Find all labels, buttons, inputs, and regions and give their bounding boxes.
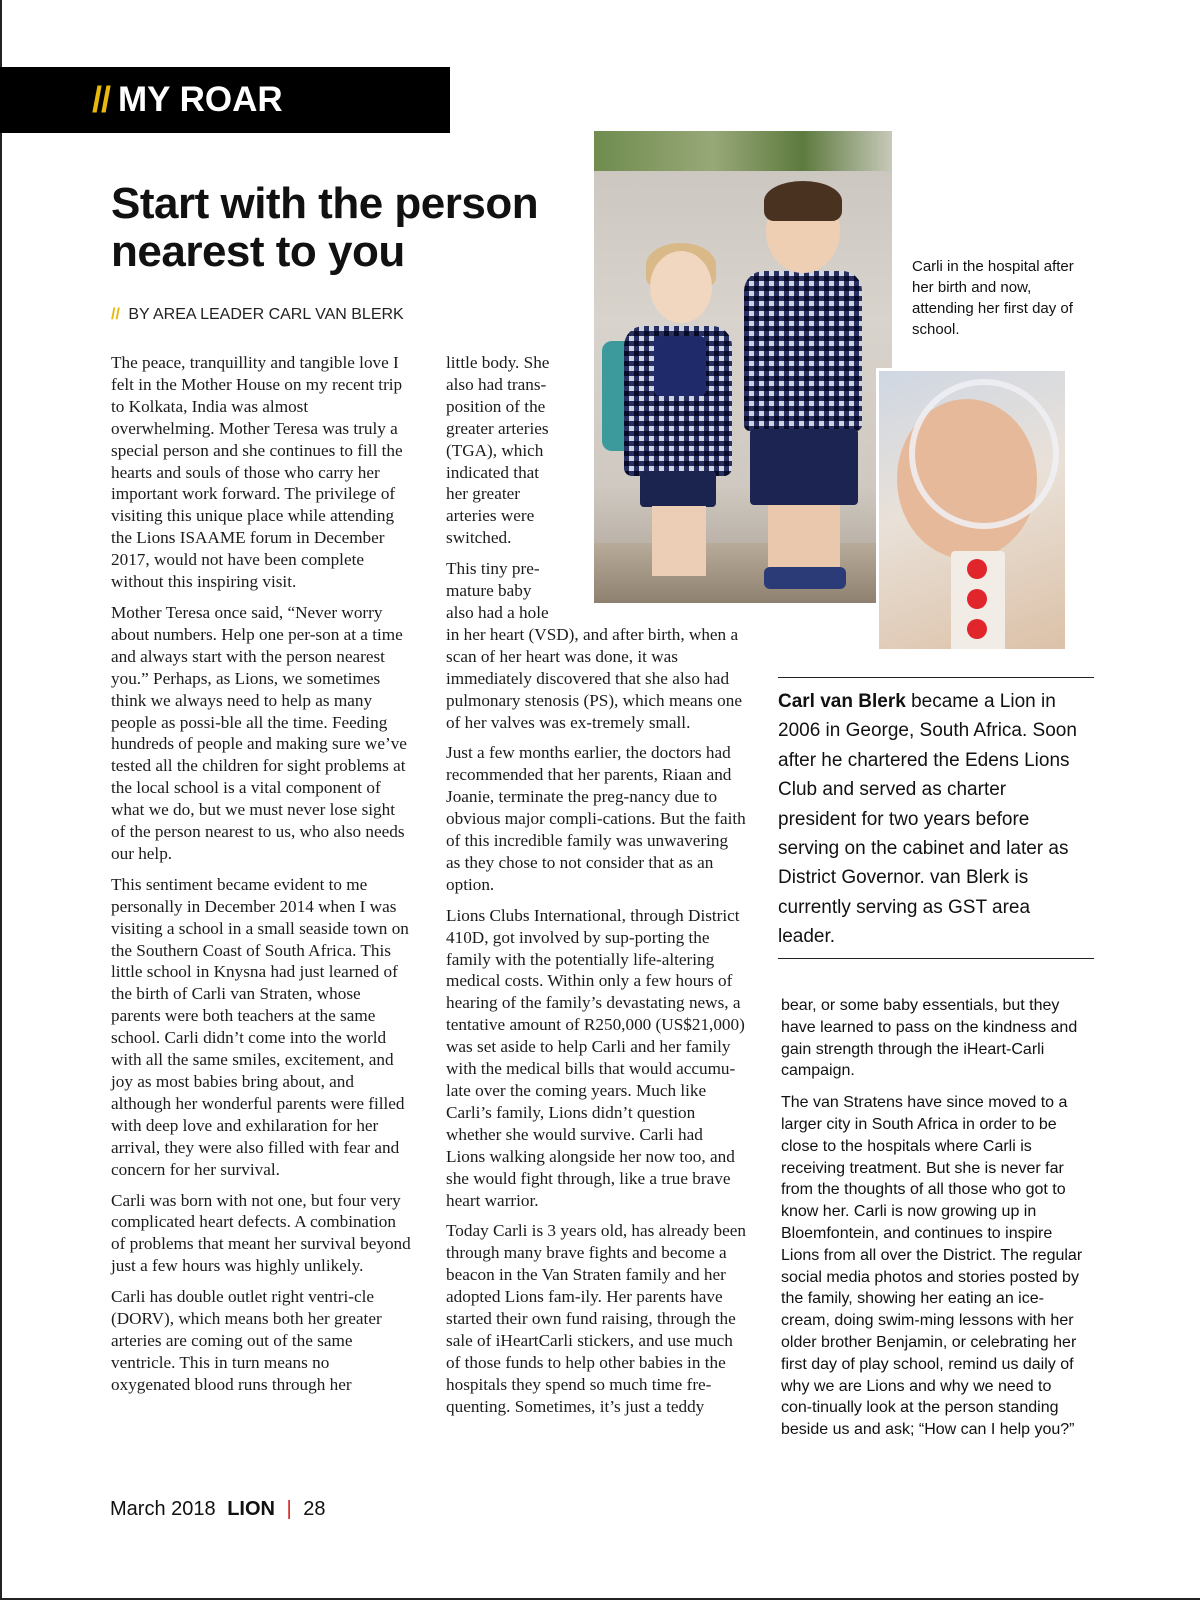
boy-hair	[764, 181, 842, 221]
baby-oxygen-tube	[909, 379, 1059, 529]
article-column-3	[781, 995, 1086, 1451]
byline-slashes: //	[111, 306, 120, 323]
byline	[111, 306, 404, 324]
paragraph: Mother Teresa once said, “Never worry about numbers. Help one per-son at a time and always start with the person nearest you.” Perhaps, as Lions, we sometimes think we always need to help as many people as possi-ble all the time. Feeding hundreds of people and making sure we’ve tested all the children for sight problems at the local school is a vital component of what we do, but we must never lose sight of the person nearest to us, who also needs our help.	[111, 602, 407, 863]
bio-text: became a Lion in 2006 in George, South Africa. Soon after he chartered the Edens Lions Club and served as charter president for two years before serving on the cabinet and later as District Governor. van Blerk is currently serving as GST area leader.	[778, 691, 1077, 948]
bio-top-rule	[778, 677, 1094, 678]
paragraph: Carli has double outlet right ventri-cle (DORV), which means both her greater arteries are coming out of the same ventricle. This in turn means no oxygenated blood runs through her	[111, 1287, 382, 1394]
paragraph: Today Carli is 3 years old, has already been through many brave fights and become a beacon in the Van Straten family and her adopted Lions fam-ily. Her parents have started their own fund raising, through the sale of iHeartCarli stickers, and use much of those funds to help other babies in the hospitals they spend so much time fre-quenting. Sometimes, it’s just a teddy	[446, 1221, 746, 1416]
girl-pants	[640, 471, 716, 507]
paragraph: Lions Clubs International, through District 410D, got involved by sup-porting the family with the potentially life-altering medical costs. Within only a few hours of hearing of the family’s devastating news, a tentative amount of R250,000 (US$21,000) was set aside to help Carli and her family with the medical bills that would accumu-late over the coming years. Much like Carli’s family, Lions didn’t question whether she would survive. Carli had Lions walking alongside her now too, and she would fight through, like a true brave heart warrior.	[446, 905, 745, 1210]
photo-children-school	[594, 131, 892, 603]
girl-face	[650, 251, 712, 323]
byline-text: BY AREA LEADER CARL VAN BLERK	[128, 306, 404, 323]
paragraph: This sentiment became evident to me personally in December 2014 when I was visiting a school in a small seaside town on the Southern Coast of South Africa. This little school in Knysna had just learned of the birth of Carli van Straten, whose parents were both teachers at the same school. Carli didn’t come into the world with all the same smiles, excitement, and joy as most babies bring about, and although her wonderful parents were filled with deep love and exhilaration for her arrival, they were also filled with fear and concern for her survival.	[111, 874, 409, 1179]
banner-slashes: //	[92, 79, 111, 120]
paragraph: in her heart (VSD), and after birth, when a scan of her heart was done, it was immediately discovered that she also had pulmonary stenosis (PS), which means one of her valves was ex-tremely small.	[446, 624, 742, 732]
paragraph: The van Stratens have since moved to a larger city in South Africa in order to be close to the hospitals where Carli is receiving treatment. But she is never far from the thoughts of all those who got to know her. Carli is now growing up in Bloemfontein, and continues to inspire Lions from all over the District. The regular social media photos and stories posted by the family, showing her eating an ice-cream, doing swim-ming lessons with her older brother Benjamin, or celebrating her first day of play school, remind us daily of why we are Lions and why we need to con-tinually look at the person standing beside us and ask; “How can I help you?”	[781, 1094, 1083, 1439]
page-left-border	[0, 0, 2, 1600]
photo-foliage	[594, 131, 892, 171]
photo-baby-hospital	[876, 368, 1068, 652]
paragraph: Carli was born with not one, but four very complicated heart defects. A combination of problems that meant her survival beyond just a few hours was highly unlikely.	[111, 1190, 411, 1276]
photo-ground	[594, 543, 892, 603]
boy-shorts	[750, 429, 858, 505]
bio-name: Carl van Blerk	[778, 691, 906, 712]
section-banner	[0, 67, 450, 133]
footer-date: March 2018	[110, 1498, 216, 1520]
section-title: MY ROAR	[118, 80, 283, 119]
boy-shoes	[764, 567, 846, 589]
article-headline: Start with the person nearest to you	[111, 179, 539, 276]
article-column-1	[111, 352, 411, 1405]
photo-caption: Carli in the hospital after her birth and now, attending her first day of school.	[912, 258, 1074, 338]
paragraph: The peace, tranquillity and tangible love I felt in the Mother House on my recent trip to Kolkata, India was almost overwhelming. Mother Teresa was truly a special person and she continues to fill the hearts and souls of those who carry her important work forward. The privilege of visiting this unique place while attending the Lions ISAAME forum in December 2017, would not have been complete without this inspiring visit.	[111, 353, 403, 592]
boy-legs	[768, 505, 840, 567]
footer-separator: |	[286, 1498, 292, 1520]
paragraph: bear, or some baby essentials, but they have learned to pass on the kindness and gain strength through the iHeart-Carli campaign.	[781, 997, 1078, 1080]
footer-publication: LION	[227, 1498, 275, 1520]
monitor-sensor	[967, 589, 987, 609]
paragraph: Just a few months earlier, the doctors had recommended that her parents, Riaan and Joanie, terminate the preg-nancy due to obvious major compli-cations. But the faith of this incredible family was unwavering as they chose to not consider that as an option.	[446, 743, 746, 894]
monitor-sensor	[967, 619, 987, 639]
girl-dress-bib	[654, 336, 706, 396]
monitor-sensor	[967, 559, 987, 579]
author-bio	[778, 687, 1078, 952]
paragraph: This tiny pre-mature baby also had a hole	[446, 559, 549, 622]
page-number: 28	[303, 1498, 326, 1520]
page-footer	[110, 1498, 326, 1521]
boy-shirt	[744, 271, 862, 431]
bio-bottom-rule	[778, 958, 1094, 959]
paragraph: little body. She also had trans-position of the greater arteries (TGA), which indicated that her greater arteries were switched.	[446, 353, 550, 548]
girl-legs	[652, 506, 706, 576]
